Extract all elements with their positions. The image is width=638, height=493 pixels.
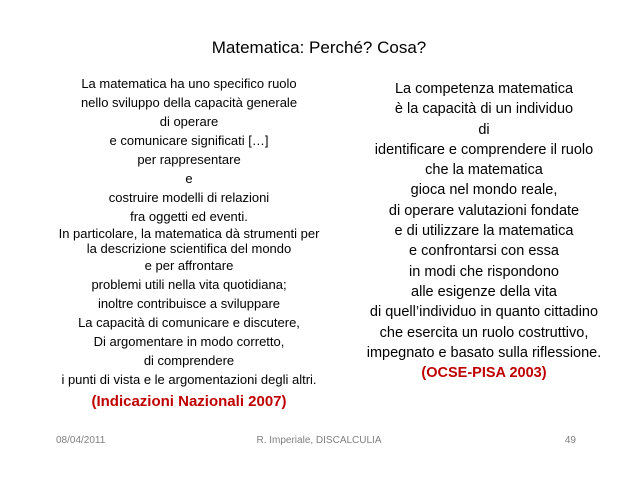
left-line: e (185, 171, 193, 186)
footer-author: R. Imperiale, DISCALCULIA (256, 435, 382, 446)
left-line: problemi utili nella vita quotidiana; (91, 277, 287, 292)
slide-title: Matematica: Perché? Cosa? (211, 38, 427, 57)
left-line: e comunicare significati […] (109, 133, 269, 148)
left-line: In particolare, la matematica dà strumenti per (58, 226, 320, 241)
right-line: che la matematica (425, 162, 543, 179)
left-line: i punti di vista e le argomentazioni degli altri. (61, 372, 317, 387)
left-text-block (40, 74, 338, 413)
right-line: alle esigenze della vita (411, 283, 557, 300)
right-line: impegnato e basato sulla riflessione. (366, 344, 602, 361)
right-line: di quell’individuo in quanto cittadino (369, 304, 599, 321)
right-line: di (478, 121, 490, 138)
left-line: la descrizione scientifica del mondo (86, 241, 292, 256)
right-line: La competenza matematica (394, 81, 574, 97)
footer-date: 08/04/2011 (56, 435, 106, 446)
right-line: in modi che rispondono (409, 263, 559, 280)
footer-page-number: 49 (564, 435, 576, 446)
left-line: e per affrontare (144, 258, 234, 273)
left-line: inoltre contribuisce a sviluppare (97, 296, 281, 311)
right-text-block (340, 79, 628, 383)
right-line: che esercita un ruolo costruttivo, (379, 324, 589, 341)
right-citation: (OCSE-PISA 2003) (421, 365, 547, 382)
left-citation: (Indicazioni Nazionali 2007) (91, 393, 287, 410)
right-line: gioca nel mondo reale, (410, 182, 558, 199)
right-line: e confrontarsi con essa (409, 243, 559, 260)
right-line: e di utilizzare la matematica (394, 223, 574, 240)
left-line: La matematica ha uno specifico ruolo (81, 76, 297, 91)
right-line: di operare valutazioni fondate (388, 202, 580, 219)
left-line: di comprendere (143, 353, 235, 368)
left-line: per rappresentare (137, 152, 241, 167)
left-line: fra oggetti ed eventi. (130, 209, 248, 224)
left-line: La capacità di comunicare e discutere, (78, 315, 300, 330)
right-line: è la capacità di un individuo (394, 101, 574, 118)
left-line: Di argomentare in modo corretto, (93, 334, 285, 349)
left-line: di operare (159, 114, 219, 129)
right-line: identificare e comprendere il ruolo (374, 141, 594, 158)
left-line: nello sviluppo della capacità generale (80, 95, 298, 110)
left-line: costruire modelli di relazioni (108, 190, 270, 205)
